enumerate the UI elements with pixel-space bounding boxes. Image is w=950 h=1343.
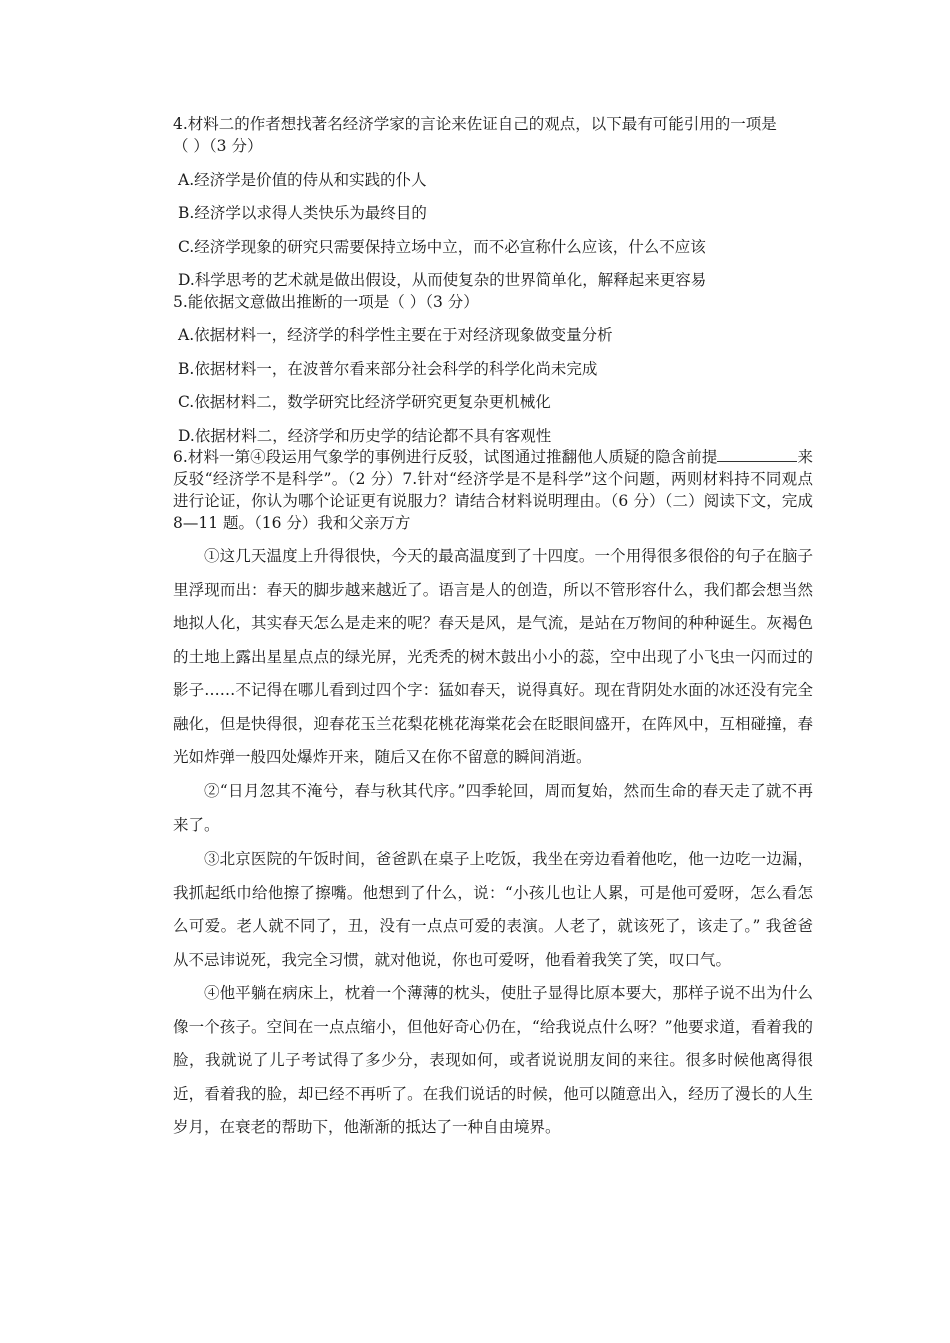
question-5-option-b: B.依据材料一，在波普尔看来部分社会科学的科学化尚未完成 — [178, 360, 598, 378]
passage-paragraph-3: ③北京医院的午饭时间，爸爸趴在桌子上吃饭，我坐在旁边看着他吃，他一边吃一边漏，我抓起纸巾给他擦了擦嘴。他想到了什么，说：“小孩儿也让人累，可是他可爱呀，怎么看怎么可爱。老人就不同了，丑，没有一点点可爱的表演。人老了，就该死了，该走了。” 我爸爸从不忌讳说死，我完全习惯，就对他说，你也可爱呀，他看着我笑了笑，叹口气。 — [173, 850, 813, 969]
question-4-score: （ ）（3 分） — [173, 137, 263, 155]
question-4-option-a: A.经济学是价值的侍从和实践的仆人 — [178, 171, 427, 189]
question-5-option-c: C.依据材料二，数学研究比经济学研究更复杂更机械化 — [178, 393, 551, 411]
question-7-and-section-heading: 来反驳“经济学不是科学”。（2 分）7.针对“经济学是不是科学”这个问题，两则材料持不同观点进行论证，你认为哪个论证更有说服力？请结合材料说明理由。（6 分）（二）阅读下文，完成 8—11 题。（16 分）我和父亲万方 — [173, 448, 813, 532]
question-5-option-a: A.依据材料一，经济学的科学性主要在于对经济现象做变量分析 — [178, 326, 613, 344]
question-5-stem: 5.能依据文意做出推断的一项是（ ）（3 分） — [173, 293, 479, 311]
answer-blank[interactable] — [717, 447, 797, 462]
question-4-option-b: B.经济学以求得人类快乐为最终目的 — [178, 204, 427, 222]
question-4-option-d: D.科学思考的艺术就是做出假设，从而使复杂的世界简单化，解释起来更容易 — [178, 271, 707, 289]
question-6-stem: 6.材料一第④段运用气象学的事例进行反驳，试图通过推翻他人质疑的隐含前提 — [173, 448, 718, 466]
passage-paragraph-4: ④他平躺在病床上，枕着一个薄薄的枕头，使肚子显得比原本要大，那样子说不出为什么像一个孩子。空间在一点点缩小，但他好奇心仍在，“给我说点什么呀？”他要求道，看着我的脸，我就说了儿子考试得了多少分，表现如何，或者说说朋友间的来往。很多时候他离得很近，看着我的脸，却已经不再听了。在我们说话的时候，他可以随意出入，经历了漫长的人生岁月，在衰老的帮助下，他渐渐的抵达了一种自由境界。 — [173, 984, 813, 1136]
passage-paragraph-2: ②“日月忽其不淹兮，春与秋其代序。”四季轮回，周而复始，然而生命的春天走了就不再来了。 — [173, 782, 813, 834]
question-6-7-block — [173, 446, 813, 534]
question-4-option-c: C.经济学现象的研究只需要保持立场中立，而不必宣称什么应该，什么不应该 — [178, 238, 706, 256]
question-5-option-d: D.依据材料二，经济学和历史学的结论都不具有客观性 — [178, 427, 552, 445]
question-4-stem: 4.材料二的作者想找著名经济学家的言论来佐证自己的观点，以下最有可能引用的一项是 — [173, 115, 777, 133]
passage-paragraph-1: ①这几天温度上升得很快，今天的最高温度到了十四度。一个用得很多很俗的句子在脑子里浮现而出：春天的脚步越来越近了。语言是人的创造，所以不管形容什么，我们都会想当然地拟人化，其实春天怎么是走来的呢？春天是风，是气流，是站在万物间的种种诞生。灰褐色的土地上露出星星点点的绿光屏，光秃秃的树木鼓出小小的蕊，空中出现了小飞虫一闪而过的影子……不记得在哪儿看到过四个字：猛如春天，说得真好。现在背阴处水面的冰还没有完全融化，但是快得很，迎春花玉兰花梨花桃花海棠花会在眨眼间盛开，在阵风中，互相碰撞，春光如炸弹一般四处爆炸开来，随后又在你不留意的瞬间消逝。 — [173, 547, 813, 766]
